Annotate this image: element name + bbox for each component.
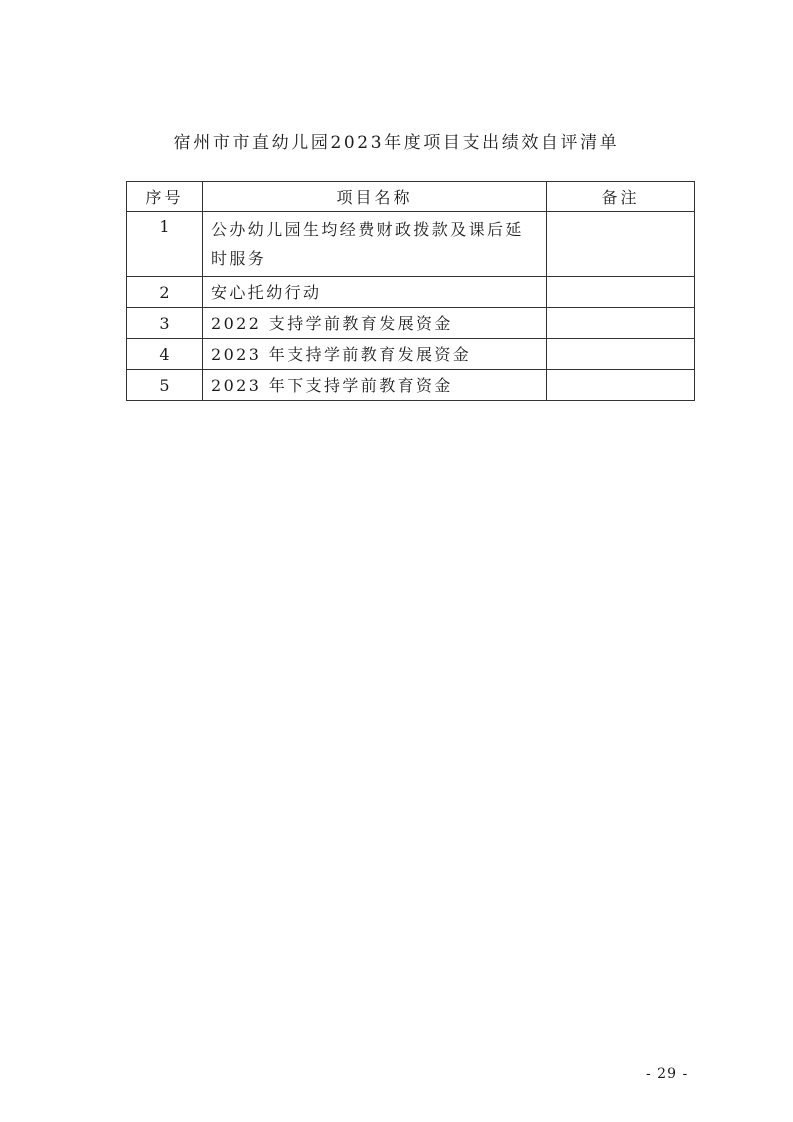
row-note [547,370,695,401]
row-project-name: 2023 年下支持学前教育资金 [203,370,547,401]
table-row [127,370,695,401]
page-number: - 29 - [646,1066,689,1082]
table-row [127,308,695,339]
header-project-name: 项目名称 [203,182,547,212]
row-note [547,339,695,370]
table-row [127,212,695,277]
project-checklist-table [126,181,695,401]
table-row [127,339,695,370]
row-project-name: 公办幼儿园生均经费财政拨款及课后延时服务 [203,212,547,277]
table-row [127,277,695,308]
row-note [547,308,695,339]
row-seq: 5 [127,370,203,401]
row-note [547,212,695,277]
header-seq: 序号 [127,182,203,212]
row-seq: 1 [127,212,203,277]
row-seq: 4 [127,339,203,370]
row-seq: 2 [127,277,203,308]
document-title: 宿州市市直幼儿园2023年度项目支出绩效自评清单 [173,133,620,153]
row-note [547,277,695,308]
table-header-row [127,182,695,212]
header-note: 备注 [547,182,695,212]
row-project-name: 2023 年支持学前教育发展资金 [203,339,547,370]
row-project-name: 2022 支持学前教育发展资金 [203,308,547,339]
row-project-name: 安心托幼行动 [203,277,547,308]
row-seq: 3 [127,308,203,339]
